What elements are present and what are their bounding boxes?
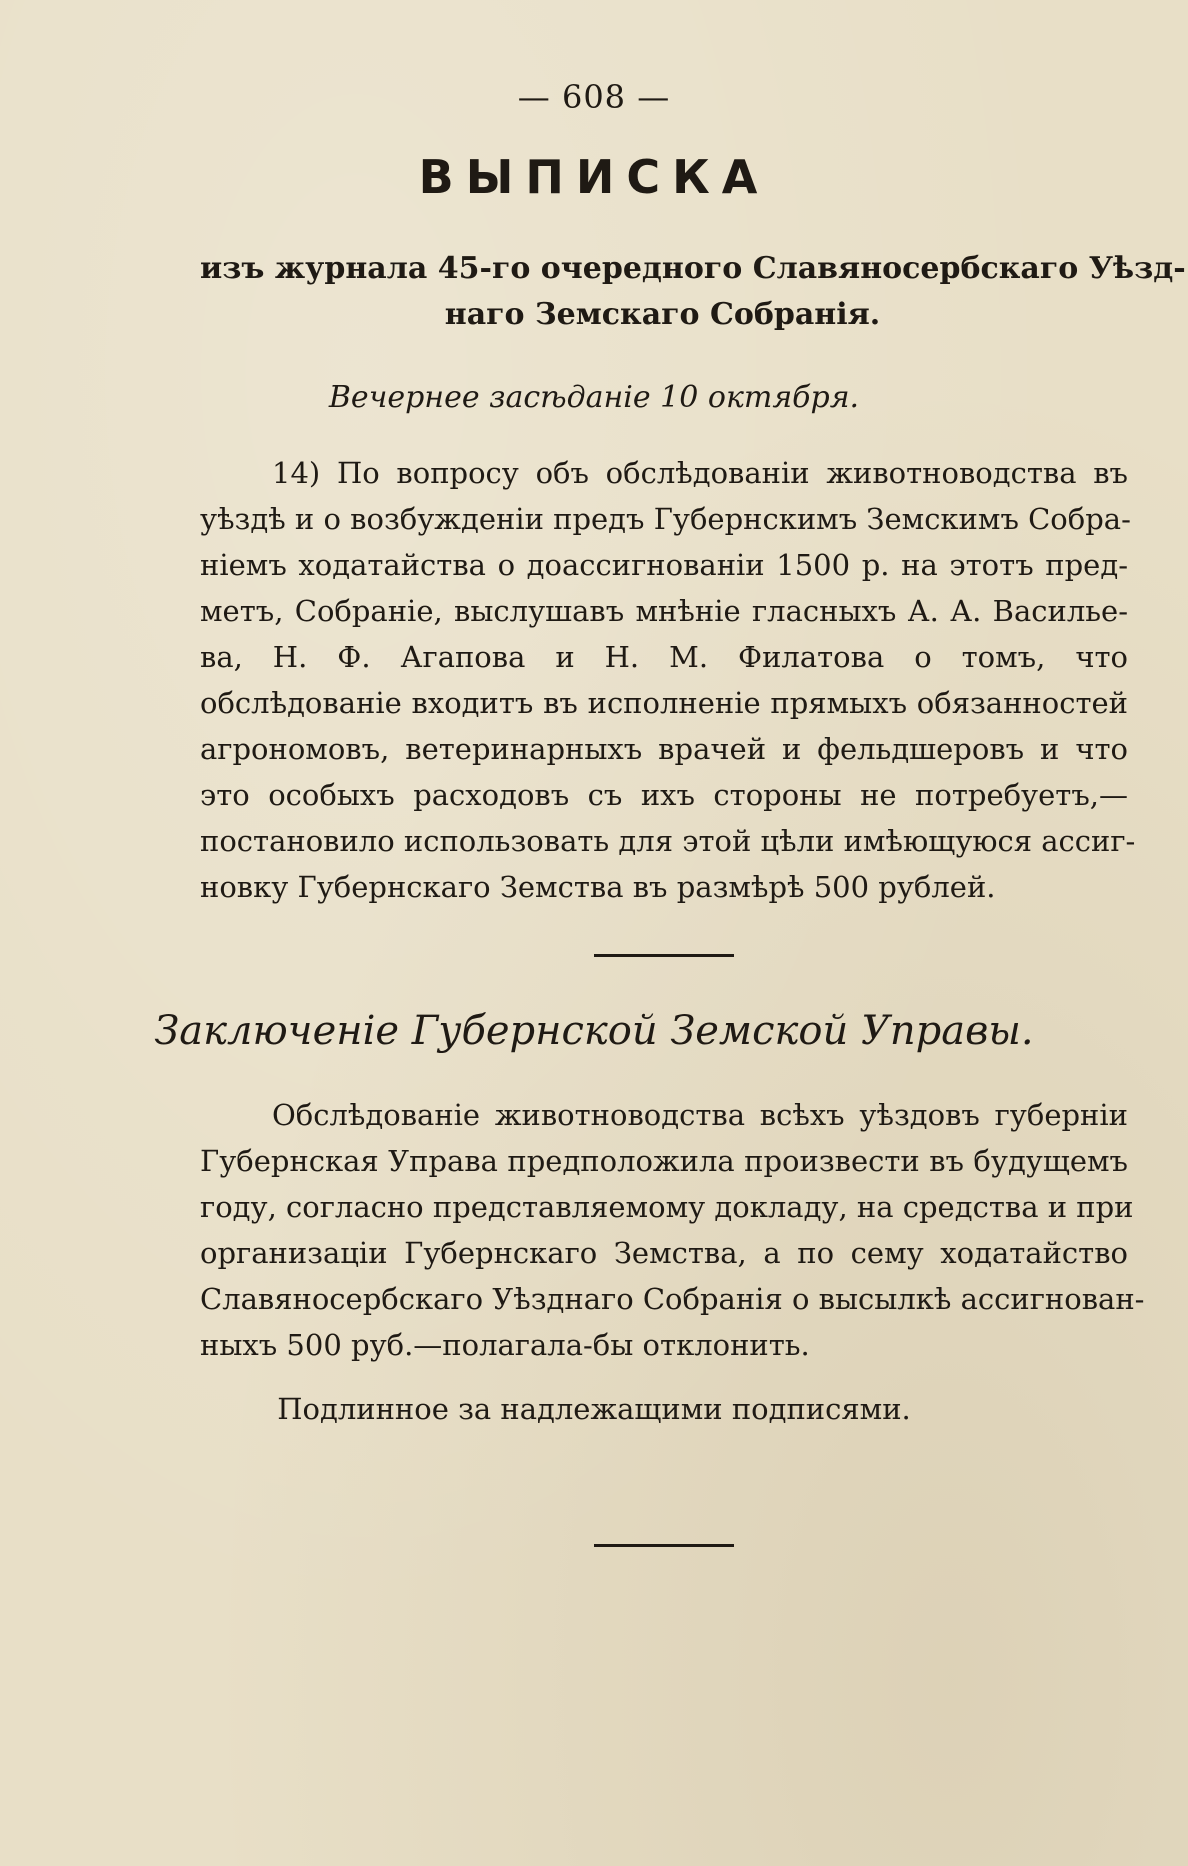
text-line: новку Губернскаго Земства въ размѣрѣ 500 рублей. [200,870,996,904]
subtitle-line: наго Земскаго Собранія. [444,297,881,332]
text-line: ніемъ ходатайства о доассигнованіи 1500 р. на этотъ пред- [200,548,1128,582]
text-line: организаціи Губернскаго Земства, а по сему ходатайство [200,1236,1128,1270]
text-line: ныхъ 500 руб.—полагала-бы отклонить. [200,1328,810,1362]
divider-rule [594,954,734,957]
text-line: ва, Н. Ф. Агапова и Н. М. Филатова о томъ, что [200,640,1128,674]
section-title: Заключеніе Губернской Земской Управы. [154,1008,1034,1054]
subtitle-line: изъ журнала 45-го очередного Славяносербскаго Уѣзд- [200,251,1186,286]
text-line: агрономовъ, ветеринарныхъ врачей и фельдшеровъ и что [200,732,1128,766]
paragraph-resolution [200,450,1136,910]
document-subtitle [200,246,1186,338]
text-line: году, согласно представляемому докладу, на средства и при [200,1190,1134,1224]
text-line: Славяносербскаго Уѣзднаго Собранія о высылкѣ ассигнован- [200,1282,1145,1316]
page-number: — 608 — [517,78,671,116]
document-heading: ВЫПИСКА [418,150,770,204]
text-line: обслѣдованіе входитъ въ исполненіе прямыхъ обязанностей [200,686,1128,720]
signature-note: Подлинное за надлежащими подписями. [277,1392,911,1426]
text-line: Обслѣдованіе животноводства всѣхъ уѣздовъ губерніи [272,1098,1128,1132]
text-line: метъ, Собраніе, выслушавъ мнѣніе гласныхъ А. А. Василье- [200,594,1128,628]
text-line: это особыхъ расходовъ съ ихъ стороны не потребуетъ,— [200,778,1128,812]
text-line: постановило использовать для этой цѣли имѣющуюся ассиг- [200,824,1136,858]
session-line: Вечернее засѣданіе 10 октября. [328,380,860,415]
text-line: уѣздѣ и о возбужденіи предъ Губернскимъ Земскимъ Собра- [200,502,1131,536]
paragraph-conclusion [200,1092,1145,1368]
text-line: Губернская Управа предположила произвести въ будущемъ [200,1144,1128,1178]
divider-rule [594,1544,734,1547]
text-line: 14) По вопросу объ обслѣдованіи животноводства въ [272,456,1128,490]
